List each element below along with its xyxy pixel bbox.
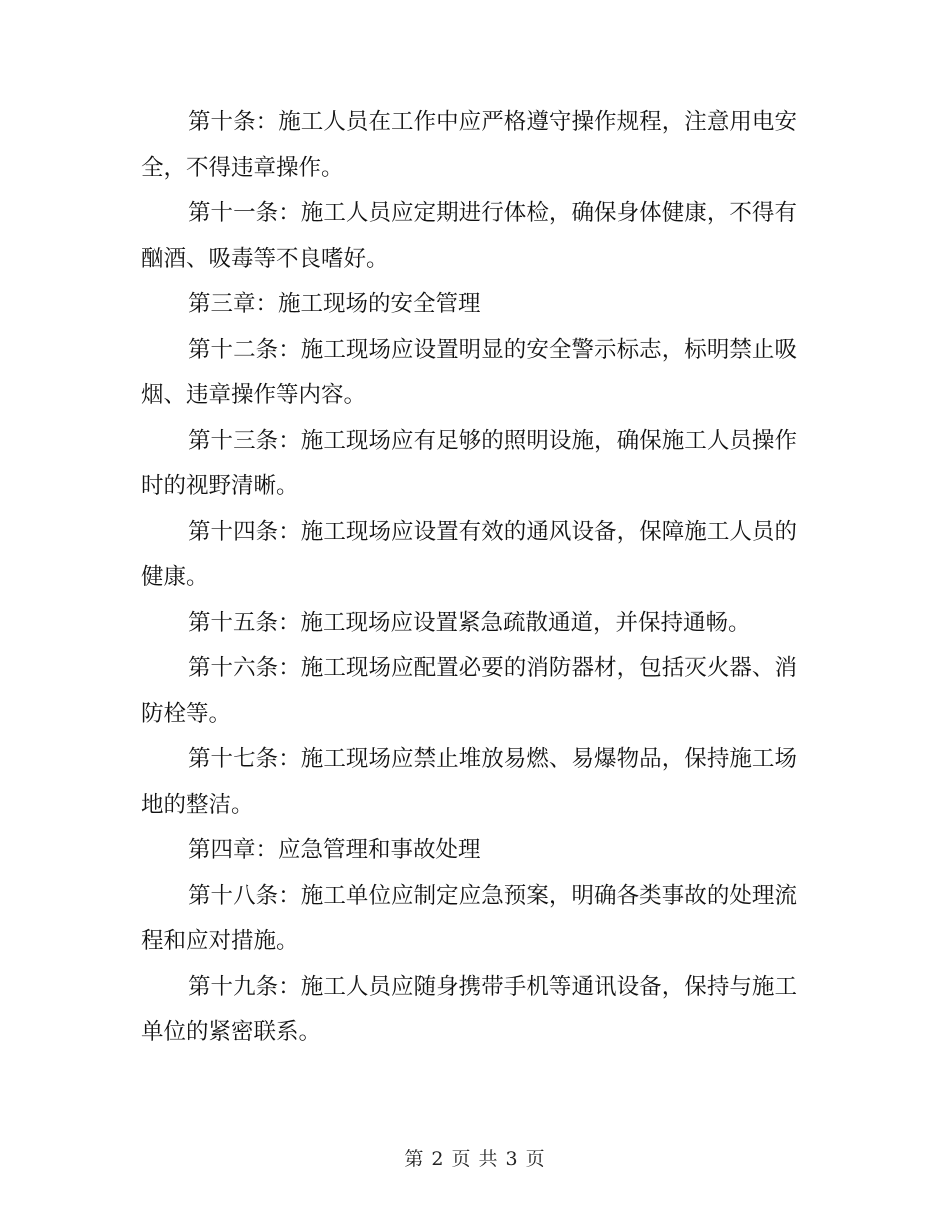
article-18-paragraph: 第十八条：施工单位应制定应急预案，明确各类事故的处理流程和应对措施。 [141, 882, 797, 954]
document-body [141, 100, 797, 1056]
article-12-paragraph: 第十二条：施工现场应设置明显的安全警示标志，标明禁止吸烟、违章操作等内容。 [141, 336, 797, 408]
article-13-paragraph: 第十三条：施工现场应有足够的照明设施，确保施工人员操作时的视野清晰。 [141, 427, 797, 499]
article-10-paragraph: 第十条：施工人员在工作中应严格遵守操作规程，注意用电安全，不得违章操作。 [141, 109, 797, 181]
chapter-3-heading: 第三章：施工现场的安全管理 [188, 291, 481, 317]
article-16-paragraph: 第十六条：施工现场应配置必要的消防器材，包括灭火器、消防栓等。 [141, 655, 797, 727]
article-17-paragraph: 第十七条：施工现场应禁止堆放易燃、易爆物品，保持施工场地的整洁。 [141, 746, 797, 818]
article-19-paragraph: 第十九条：施工人员应随身携带手机等通讯设备，保持与施工单位的紧密联系。 [141, 973, 797, 1045]
article-11-paragraph: 第十一条：施工人员应定期进行体检，确保身体健康，不得有酗酒、吸毒等不良嗜好。 [141, 200, 797, 272]
page-number-label: 第 2 页 共 3 页 [404, 1148, 546, 1170]
page-footer [0, 1144, 950, 1174]
article-15-paragraph: 第十五条：施工现场应设置紧急疏散通道，并保持通畅。 [188, 609, 751, 636]
article-14-paragraph: 第十四条：施工现场应设置有效的通风设备，保障施工人员的健康。 [141, 518, 797, 590]
chapter-4-heading: 第四章：应急管理和事故处理 [188, 837, 481, 863]
